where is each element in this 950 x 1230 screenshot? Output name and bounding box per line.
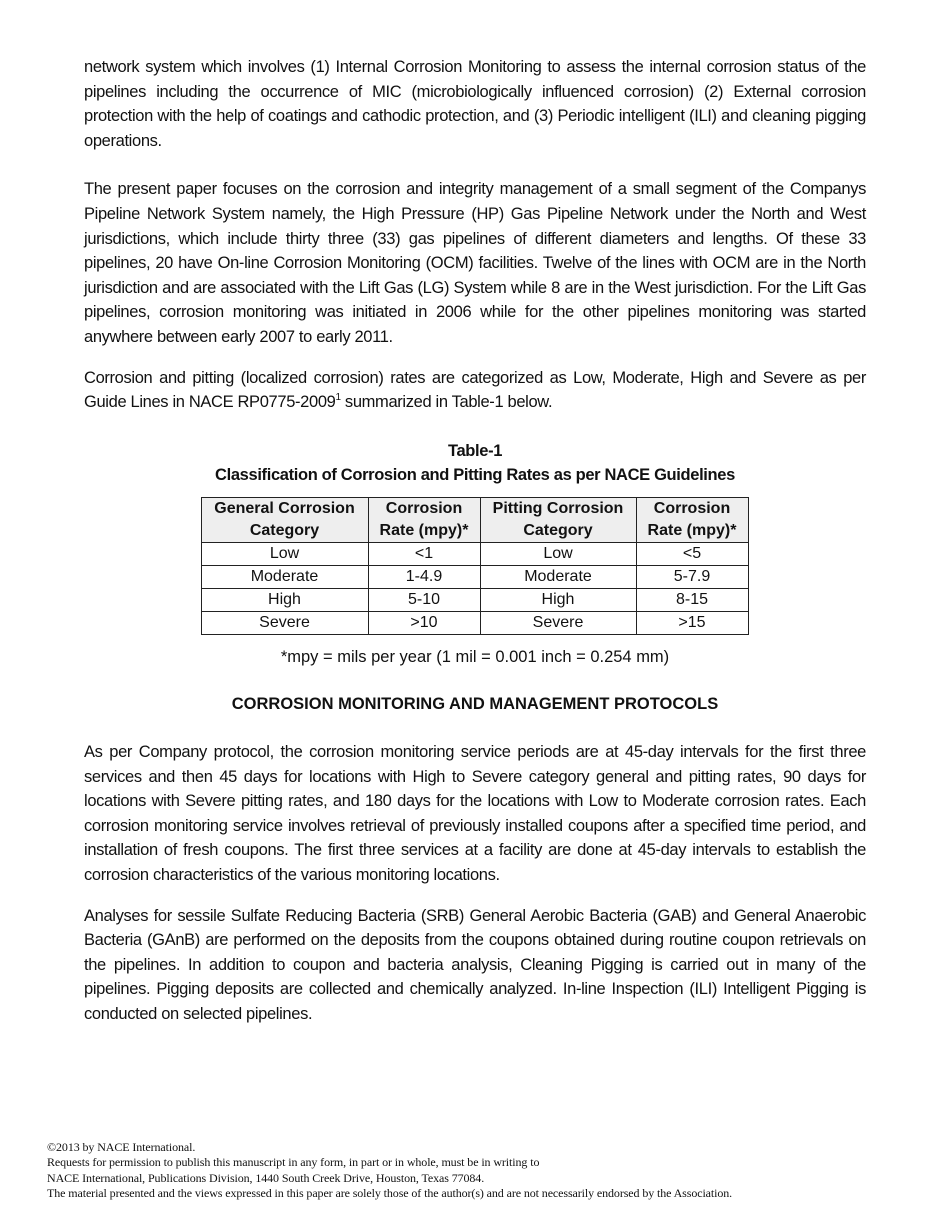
table-title: Classification of Corrosion and Pitting Rates as per NACE Guidelines: [215, 466, 735, 485]
copyright-line: ©2013 by NACE International.: [47, 1140, 196, 1154]
page-body: [84, 55, 866, 1027]
cell-general-rate: >10: [368, 611, 480, 634]
cell-general-rate: 1-4.9: [368, 565, 480, 588]
cell-pitting-rate: 5-7.9: [636, 565, 748, 588]
permission-line: Requests for permission to publish this manuscript in any form, in part or in whole, must be in writing to: [47, 1155, 540, 1170]
cell-pitting-category: Moderate: [480, 565, 636, 588]
paragraph-rate-text: Corrosion and pitting (localized corrosion) rates are categorized as Low, Moderate, High and Severe as per Guide Lines in NACE RP0775-2009: [84, 368, 866, 412]
cell-general-category: Severe: [201, 611, 368, 634]
cell-general-category: Moderate: [201, 565, 368, 588]
paragraph-present-paper: The present paper focuses on the corrosion and integrity management of a small segment of the Companys Pipeline Network System namely, the High Pressure (HP) Gas Pipeline Network under the North and West jurisdictions, which include thirty three (33) gas pipelines of different diameters and lengths. Of these 33 pipelines, 20 have On-line Corrosion Monitoring (OCM) facilities. Twelve of the lines with OCM are in the North jurisdiction and are associated with the Lift Gas (LG) System while 8 are in the West jurisdiction. For the Lift Gas pipelines, corrosion monitoring was initiated in 2006 while for the other pipelines monitoring was started anywhere between early 2007 to early 2011.: [84, 180, 866, 346]
table-row: [201, 588, 748, 611]
cell-pitting-rate: >15: [636, 611, 748, 634]
cell-general-category: High: [201, 588, 368, 611]
cell-pitting-category: Low: [480, 542, 636, 565]
table-label: Table-1: [447, 441, 503, 460]
header-general-category: General Corrosion Category: [201, 497, 368, 542]
section-heading: CORROSION MONITORING AND MANAGEMENT PROTOCOLS: [231, 694, 719, 713]
reference-superscript: 1: [335, 392, 341, 404]
table-footnote: *mpy = mils per year (1 mil = 0.001 inch = 0.254 mm): [280, 647, 670, 666]
table-container: [84, 497, 866, 635]
header-pitting-rate: Corrosion Rate (mpy)*: [636, 497, 748, 542]
table-row: [201, 611, 748, 634]
paragraph-rate-text-end: summarized in Table-1 below.: [340, 393, 553, 412]
table-row: [201, 565, 748, 588]
copyright-footer: [47, 1140, 732, 1201]
cell-pitting-category: High: [480, 588, 636, 611]
table-row: [201, 542, 748, 565]
paragraph-network-system: network system which involves (1) Internal Corrosion Monitoring to assess the internal corrosion status of the pipelines including the occurrence of MIC (microbiologically influenced corrosion) (2) External corrosion protection with the help of coatings and cathodic protection, and (3) Periodic intelligent (ILI) and cleaning pigging operations.: [84, 58, 866, 150]
header-general-rate: Corrosion Rate (mpy)*: [368, 497, 480, 542]
paragraph-rate-categories: [84, 366, 866, 415]
header-pitting-category: Pitting Corrosion Category: [480, 497, 636, 542]
cell-pitting-rate: <5: [636, 542, 748, 565]
cell-general-category: Low: [201, 542, 368, 565]
cell-pitting-rate: 8-15: [636, 588, 748, 611]
disclaimer-line: The material presented and the views expressed in this paper are solely those of the author(s) and are not necessarily endorsed by the Association.: [47, 1185, 733, 1200]
corrosion-rates-table: [201, 497, 749, 635]
cell-pitting-category: Severe: [480, 611, 636, 634]
paragraph-service-periods: As per Company protocol, the corrosion monitoring service periods are at 45-day intervals for the first three services and then 45 days for locations with High to Severe category general and pitting rates, 90 days for locations with Severe pitting rates, and 180 days for the locations with Low to Moderate corrosion rates. Each corrosion monitoring service involves retrieval of previously installed coupons after a specified time period, and installation of fresh coupons. The first three services at a facility are done at 45-day intervals to establish the corrosion characteristics of the various monitoring locations.: [84, 743, 866, 885]
cell-general-rate: <1: [368, 542, 480, 565]
cell-general-rate: 5-10: [368, 588, 480, 611]
address-line: NACE International, Publications Division, 1440 South Creek Drive, Houston, Texas 77084.: [47, 1170, 485, 1185]
paragraph-bacteria-analyses: Analyses for sessile Sulfate Reducing Bacteria (SRB) General Aerobic Bacteria (GAB) and General Anaerobic Bacteria (GAnB) are performed on the deposits from the coupons obtained during routine coupon retrievals on the pipelines. In addition to coupon and bacteria analysis, Cleaning Pigging is carried out in many of the pipelines. Pigging deposits are collected and chemically analyzed. In-line Inspection (ILI) Intelligent Pigging is conducted on selected pipelines.: [84, 906, 866, 1024]
table-header-row: [201, 497, 748, 542]
